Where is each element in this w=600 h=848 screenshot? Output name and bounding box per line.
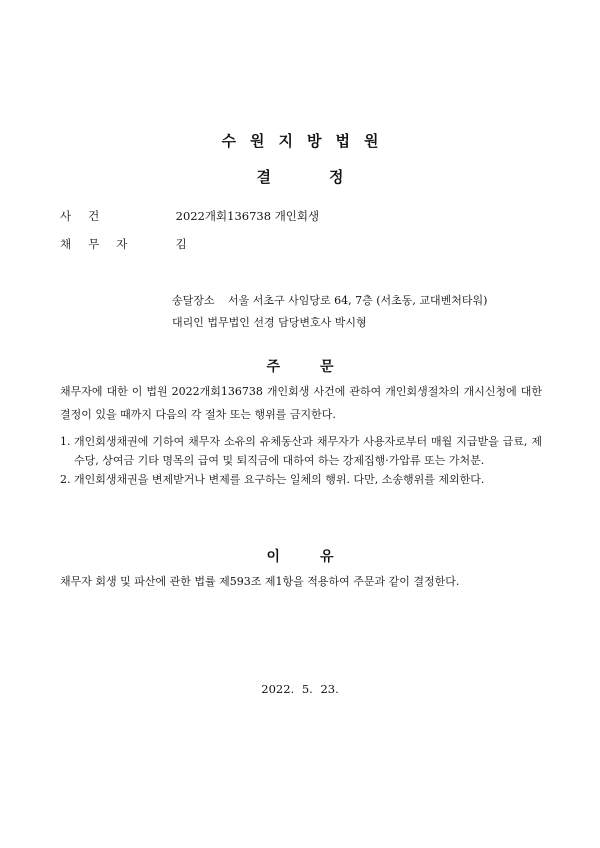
list-item — [60, 470, 542, 489]
list-item-number: 1. — [60, 435, 71, 448]
prohibited-acts-list — [60, 432, 542, 489]
debtor-row — [60, 236, 187, 252]
list-item-text: 개인회생채권을 변제받거나 변제를 요구하는 일체의 행위. 다만, 소송행위를 제외한다. — [74, 473, 485, 486]
court-name: 수원지방법원 — [221, 132, 393, 150]
service-address-label: 송달장소 — [172, 294, 215, 307]
agent-label: 대리인 — [172, 316, 204, 329]
case-label: 사건 — [60, 209, 117, 223]
decision-date: 2022. 5. 23. — [261, 682, 339, 696]
list-item-text: 개인회생채권에 기하여 채무자 소유의 유체동산과 채무자가 사용자로부터 매월 지급받을 급료, 제수당, 상여금 기타 명목의 급여 및 퇴직금에 대하여 하는 강제집행·가압류 또는 가처분. — [74, 435, 542, 467]
order-text: 채무자에 대한 이 법원 2022개회136738 개인회생 사건에 관하여 개인회생절차의 개시신청에 대한 결정이 있을 때까지 다음의 각 절차 또는 행위를 금지한다. — [60, 385, 542, 421]
agent-info — [172, 314, 367, 330]
service-address-value: 서울 서초구 사임당로 64, 7층 (서초동, 교대벤처타워) — [228, 294, 488, 307]
agent-value: 법무법인 선경 담당변호사 박시형 — [207, 316, 367, 329]
case-row — [60, 208, 319, 224]
list-item-number: 2. — [60, 473, 71, 486]
reason-text: 채무자 회생 및 파산에 관한 법률 제593조 제1항을 적용하여 주문과 같이 결정한다. — [60, 575, 460, 588]
list-item — [60, 432, 542, 470]
order-heading: 주문 — [266, 359, 374, 375]
reason-heading: 이유 — [266, 549, 374, 565]
debtor-name: 김 — [175, 237, 187, 251]
document-type-title: 결정 — [256, 168, 402, 186]
debtor-label: 채무자 — [60, 237, 145, 251]
service-address — [172, 292, 487, 308]
case-number: 2022개회136738 개인회생 — [175, 209, 320, 223]
